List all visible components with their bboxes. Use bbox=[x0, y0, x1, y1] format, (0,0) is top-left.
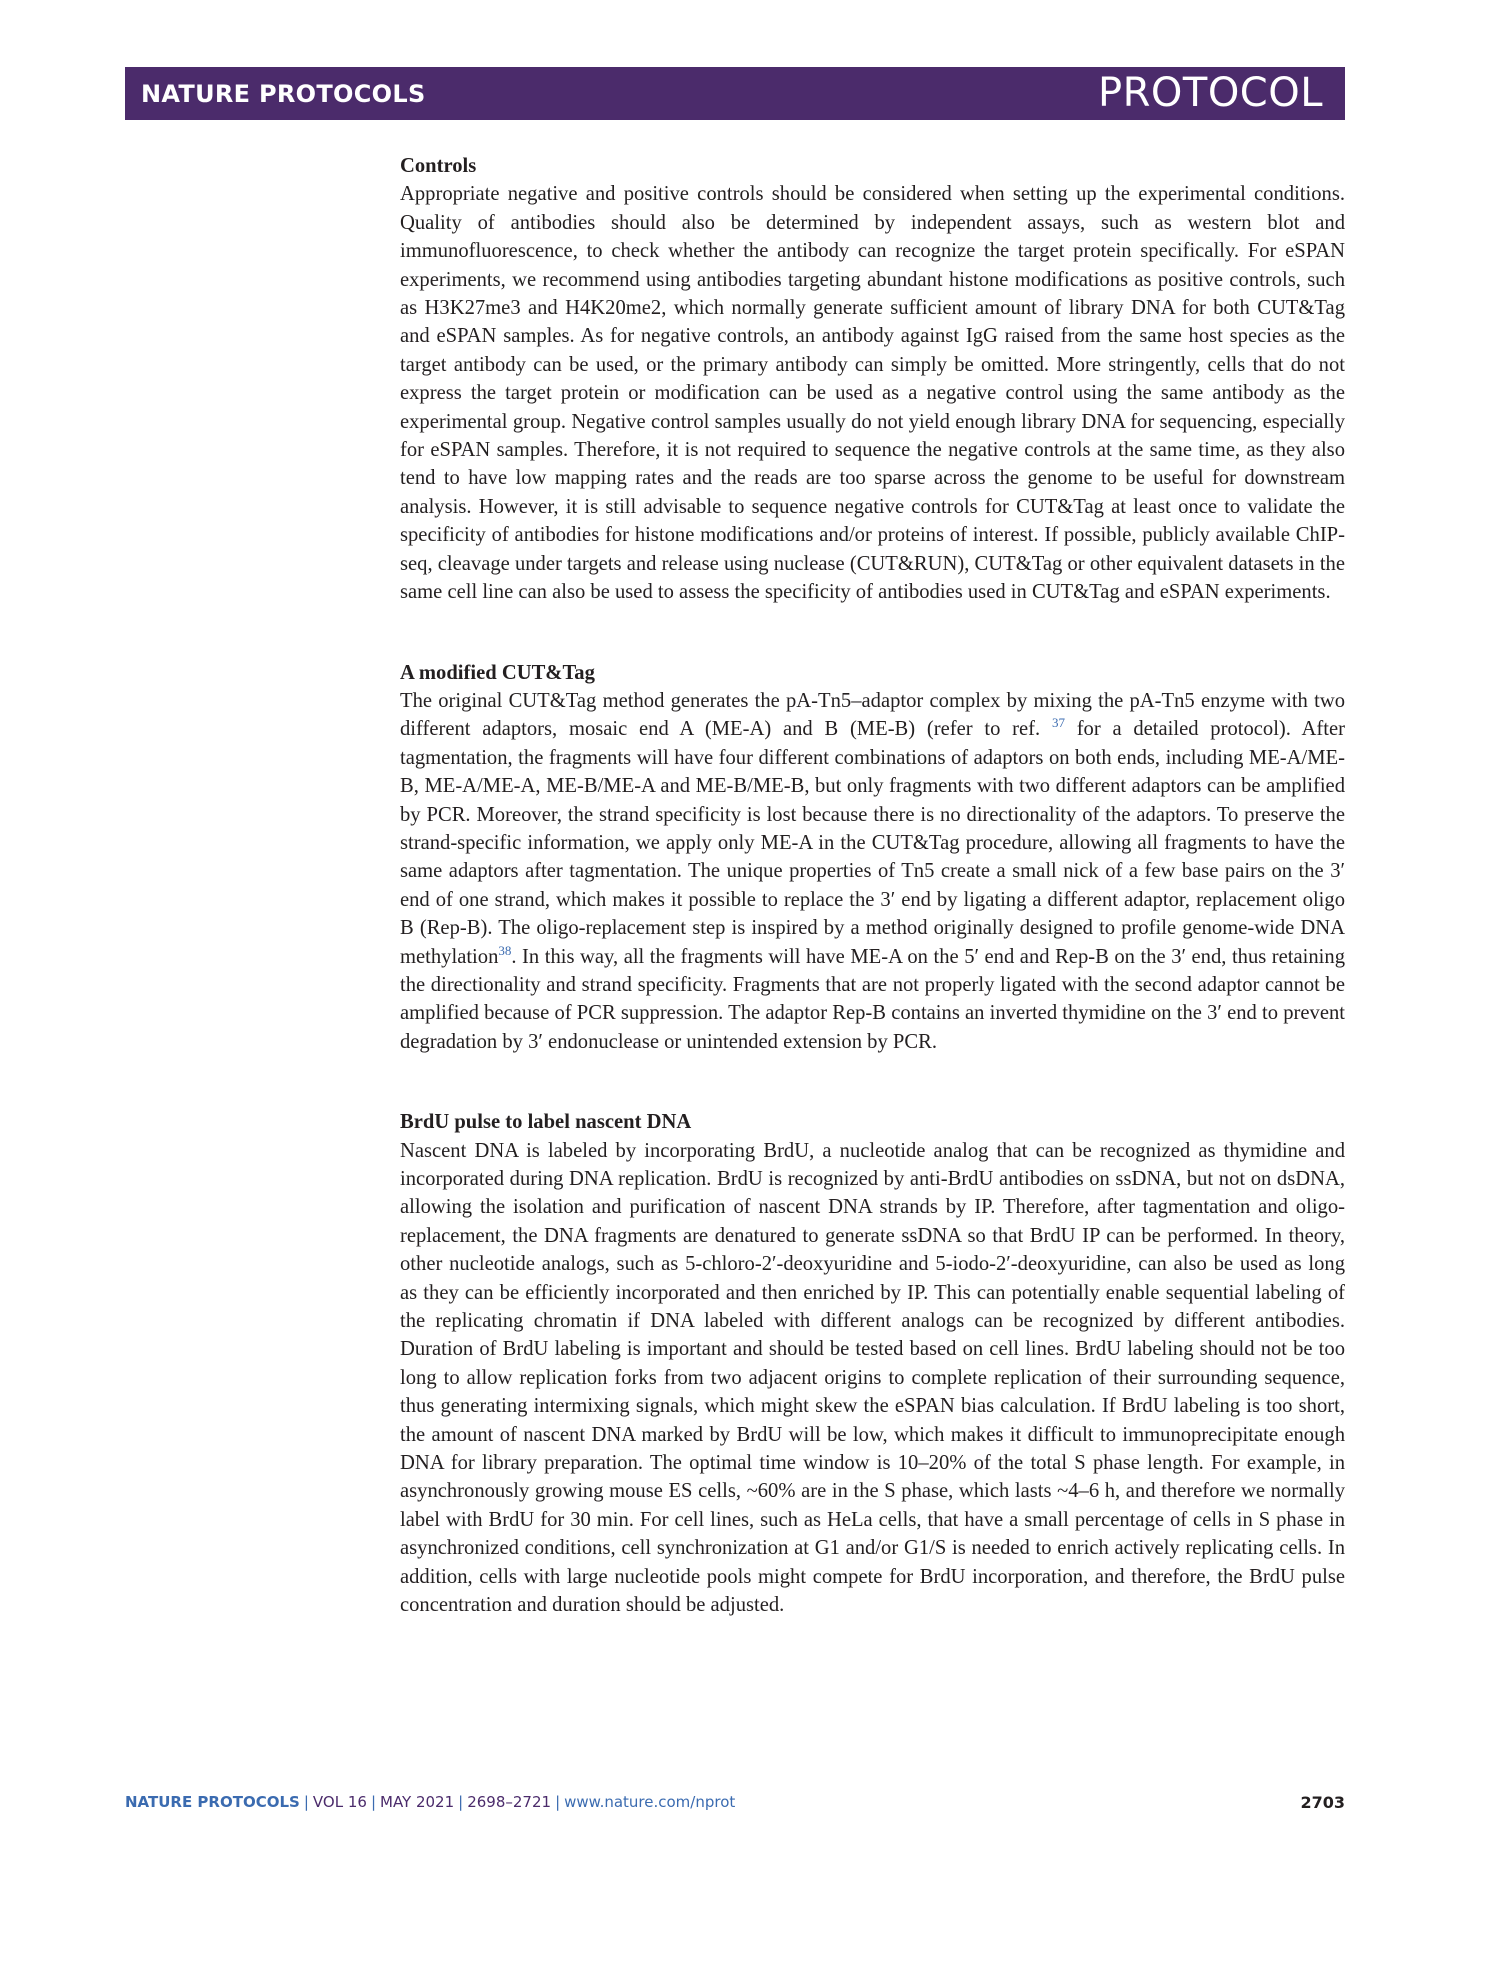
section-paragraph: Nascent DNA is labeled by incorporating BrdU, a nucleotide analog that can be recognized as thymidine and incorporated during DNA replication. BrdU is recognized by anti-BrdU antibodies on ssDNA, but not on dsDNA, allowing the isolation and purification of nascent DNA strands by IP. Therefore, after tagmentation and oligo-replacement, the DNA fragments are denatured to generate ssDNA so that BrdU IP can be performed. In theory, other nucleotide analogs, such as 5-chloro-2′-deoxyuridine and 5-iodo-2′-deoxyuridine, can also be used as long as they can be efficiently incorporated and then enriched by IP. This can potentially enable sequential labeling of the replicating chromatin if DNA labeled with different analogs can be recognized by different antibodies. Duration of BrdU labeling is important and should be tested based on cell lines. BrdU labeling should not be too long to allow replication forks from two adjacent origins to complete replication of their surrounding sequence, thus generating intermixing signals, which might skew the eSPAN bias calculation. If BrdU labeling is too short, the amount of nascent DNA marked by BrdU will be low, which makes it difficult to immunoprecipitate enough DNA for library preparation. The optimal time window is 10–20% of the total S phase length. For example, in asynchronously growing mouse ES cells, ~60% are in the S phase, which lasts ~4–6 h, and therefore we normally label with BrdU for 30 min. For cell lines, such as HeLa cells, that have a small percentage of cells in S phase in asynchronized conditions, cell synchronization at G1 and/or G1/S is needed to enrich actively replicating cells. In addition, cells with large nucleotide pools might compete for BrdU incorporation, and therefore, the BrdU pulse concentration and duration should be adjusted. bbox=[400, 1139, 1345, 1617]
footer-pages: 2698–2721 bbox=[467, 1793, 552, 1811]
reference-link[interactable]: 38 bbox=[498, 942, 512, 958]
footer-separator: | bbox=[458, 1793, 464, 1811]
paragraph-text: The original CUT&Tag method generates the pA-Tn5–adaptor complex by mixing the pA-Tn5 enzyme with two different adaptors, mosaic end A (ME-A) and B (ME-B) (refer to ref. bbox=[400, 689, 1345, 741]
footer-date: MAY 2021 bbox=[380, 1793, 455, 1811]
section-paragraph bbox=[400, 687, 1345, 1056]
header-bar bbox=[125, 67, 1345, 120]
main-content bbox=[400, 152, 1345, 1672]
footer-volume: VOL 16 bbox=[312, 1793, 367, 1811]
section-heading: Controls bbox=[400, 155, 477, 177]
footer-journal: NATURE PROTOCOLS bbox=[125, 1793, 300, 1811]
reference-link[interactable]: 37 bbox=[1051, 715, 1065, 731]
footer-separator: | bbox=[555, 1793, 561, 1811]
footer-separator: | bbox=[303, 1793, 309, 1811]
article-type: PROTOCOL bbox=[1097, 70, 1323, 116]
footer-separator: | bbox=[370, 1793, 376, 1811]
section-controls bbox=[400, 152, 1345, 607]
section-modified-cut-tag bbox=[400, 659, 1345, 1057]
section-heading: BrdU pulse to label nascent DNA bbox=[400, 1111, 692, 1134]
paragraph-text: . In this way, all the fragments will have ME-A on the 5′ end and Rep-B on the 3′ end, thus retaining the directionality and strand specificity. Fragments that are not properly ligated with the second adaptor cannot be amplified because of PCR suppression. The adaptor Rep-B contains an inverted thymidine on the 3′ end to prevent degradation by 3′ endonuclease or unintended extension by PCR. bbox=[400, 945, 1345, 1053]
section-brdu-pulse bbox=[400, 1108, 1345, 1619]
section-paragraph: Appropriate negative and positive controls should be considered when setting up the experimental conditions. Quality of antibodies should also be determined by independent assays, such as western blot and immunofluorescence, to check whether the antibody can recognize the target protein specifically. For eSPAN experiments, we recommend using antibodies targeting abundant histone modifications as positive controls, such as H3K27me3 and H4K20me2, which normally generate sufficient amount of library DNA for both CUT&Tag and eSPAN samples. As for negative controls, an antibody against IgG raised from the same host species as the target antibody can be used, or the primary antibody can simply be omitted. More stringently, cells that do not express the target protein or modification can be used as a negative control using the same antibody as the experimental group. Negative control samples usually do not yield enough library DNA for sequencing, especially for eSPAN samples. Therefore, it is not required to sequence the negative controls at the same time, as they also tend to have low mapping rates and the reads are too sparse across the genome to be useful for downstream analysis. However, it is still advisable to sequence negative controls for CUT&Tag at least once to validate the specificity of antibodies for histone modifications and/or proteins of interest. If possible, publicly available ChIP-seq, cleavage under targets and release using nuclease (CUT&RUN), CUT&Tag or other equivalent datasets in the same cell line can also be used to assess the specificity of antibodies used in CUT&Tag and eSPAN experiments. bbox=[400, 183, 1345, 604]
section-heading: A modified CUT&Tag bbox=[400, 661, 595, 684]
footer-url-link[interactable]: www.nature.com/nprot bbox=[564, 1793, 736, 1811]
paragraph-text: for a detailed protocol). After tagmentation, the fragments will have four different combinations of adaptors on both ends, including ME-A/ME-B, ME-A/ME-A, ME-B/ME-A and ME-B/ME-B, but only fragments with two different adaptors can be amplified by PCR. Moreover, the strand specificity is lost because there is no directionality of the adaptors. To preserve the strand-specific information, we apply only ME-A in the CUT&Tag procedure, allowing all fragments to have the same adaptors after tagmentation. The unique properties of Tn5 create a small nick of a few base pairs on the 3′ end of one strand, which makes it possible to replace the 3′ end by ligating a different adaptor, replacement oligo B (Rep-B). The oligo-replacement step is inspired by a method originally designed to profile genome-wide DNA methylation bbox=[400, 718, 1345, 968]
journal-name: NATURE PROTOCOLS bbox=[141, 80, 426, 108]
footer-citation bbox=[125, 1793, 735, 1811]
page-number: 2703 bbox=[1300, 1793, 1345, 1812]
